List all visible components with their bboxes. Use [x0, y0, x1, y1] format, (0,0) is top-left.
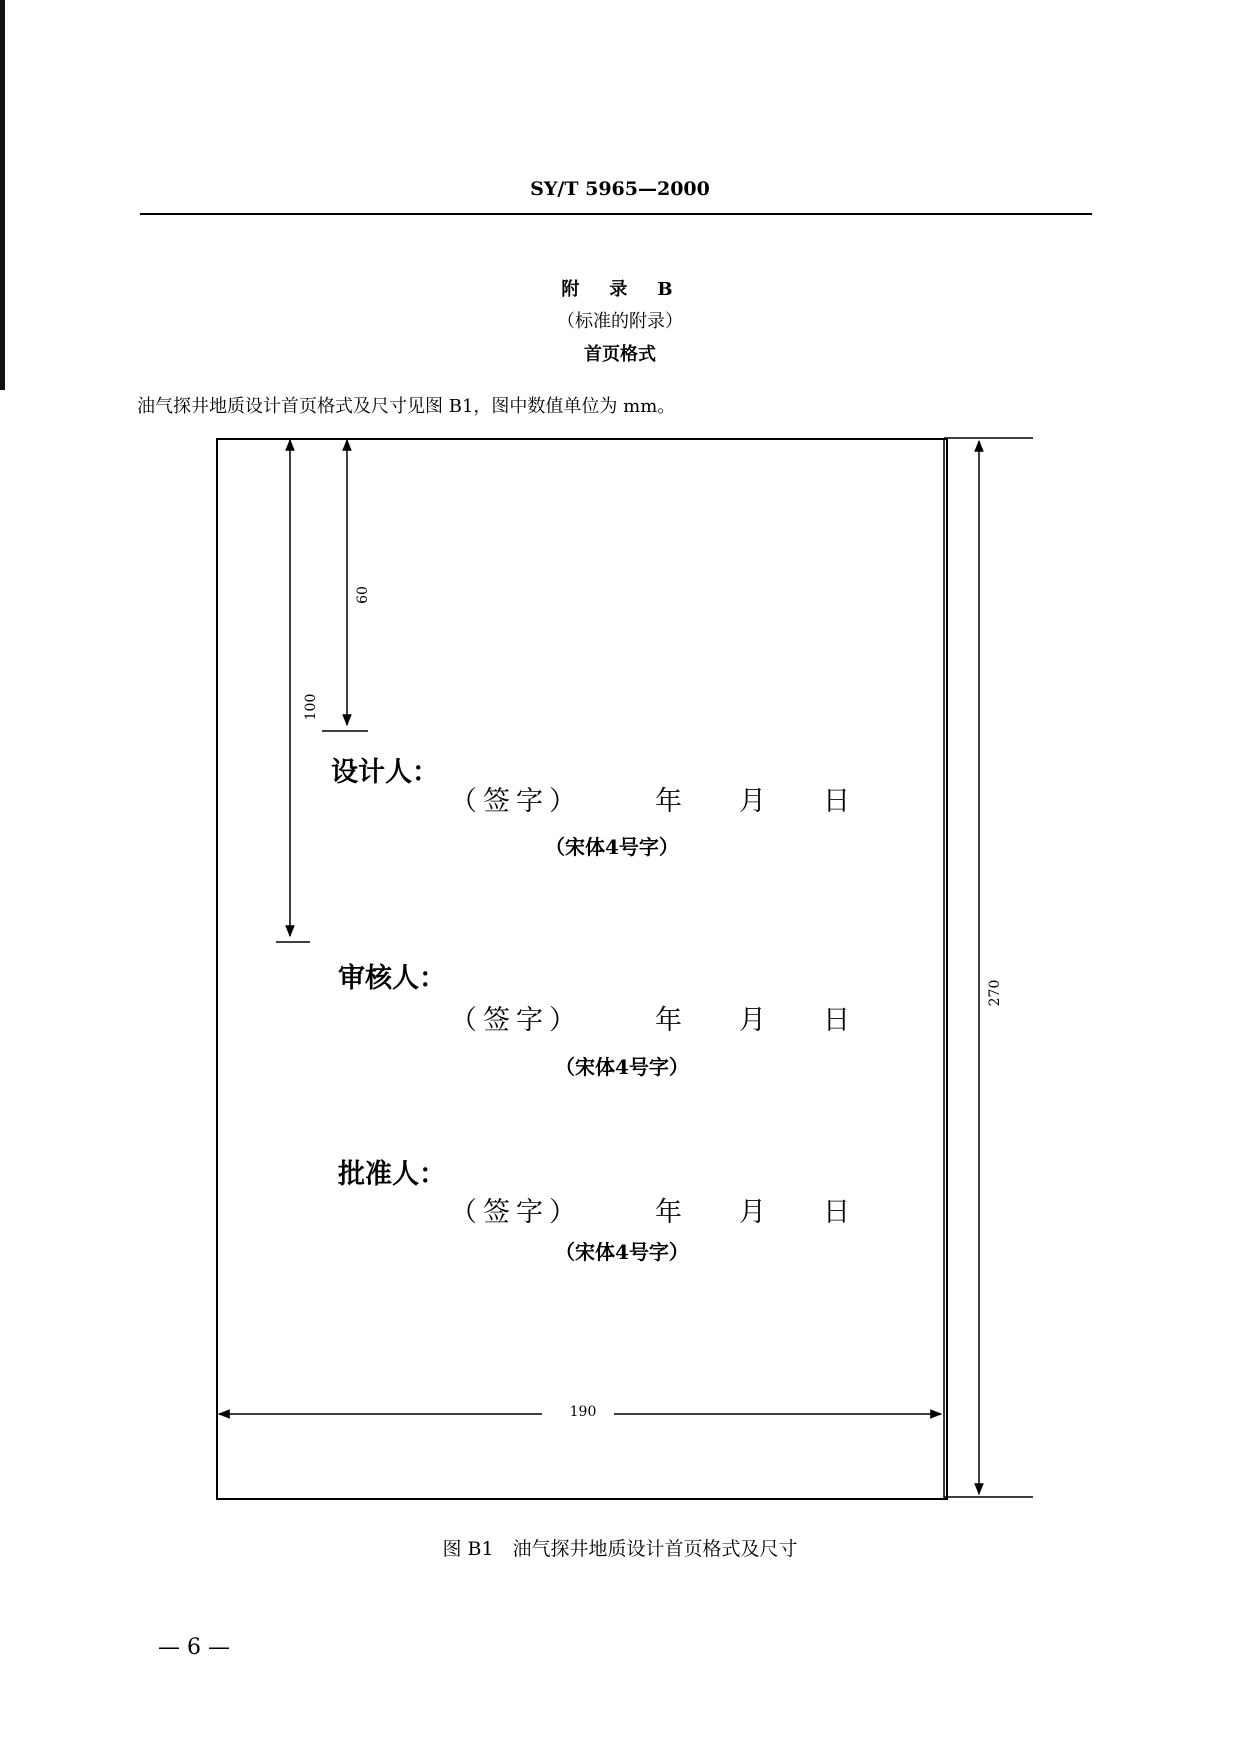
approver-year: 年 [655, 1197, 682, 1228]
intro-paragraph: 油气探井地质设计首页格式及尺寸见图 B1，图中数值单位为 mm。 [137, 396, 676, 417]
designer-label: 设计人： [331, 757, 439, 788]
dim-label-190: 190 [569, 1404, 597, 1420]
dim-label-100: 100 [303, 693, 319, 721]
reviewer-label: 审核人： [338, 963, 446, 994]
reviewer-day: 日 [823, 1005, 850, 1036]
designer-day: 日 [823, 786, 850, 817]
designer-month: 月 [739, 786, 766, 817]
approver-day: 日 [823, 1197, 850, 1228]
approver-label: 批准人： [338, 1159, 446, 1190]
designer-font-note: （宋体4号字） [545, 835, 679, 859]
approver-month: 月 [739, 1197, 766, 1228]
approver-font-note: （宋体4号字） [555, 1240, 689, 1264]
designer-year: 年 [655, 786, 682, 817]
appendix-subtitle: （标准的附录） [557, 311, 683, 332]
dim-label-60: 60 [355, 586, 371, 604]
reviewer-year: 年 [655, 1005, 682, 1036]
page-number: — 6 — [158, 1635, 230, 1660]
figure-caption: 图 B1 油气探井地质设计首页格式及尺寸 [442, 1538, 798, 1560]
approver-signature-placeholder: （签字） [450, 1197, 582, 1228]
appendix-title: 附 录 B [561, 279, 679, 300]
dim-label-270: 270 [987, 979, 1003, 1007]
standard-code-header: SY/T 5965—2000 [530, 178, 710, 200]
reviewer-month: 月 [739, 1005, 766, 1036]
reviewer-signature-placeholder: （签字） [450, 1005, 582, 1036]
reviewer-font-note: （宋体4号字） [555, 1055, 689, 1079]
appendix-heading: 首页格式 [584, 344, 656, 365]
designer-signature-placeholder: （签字） [450, 786, 582, 817]
